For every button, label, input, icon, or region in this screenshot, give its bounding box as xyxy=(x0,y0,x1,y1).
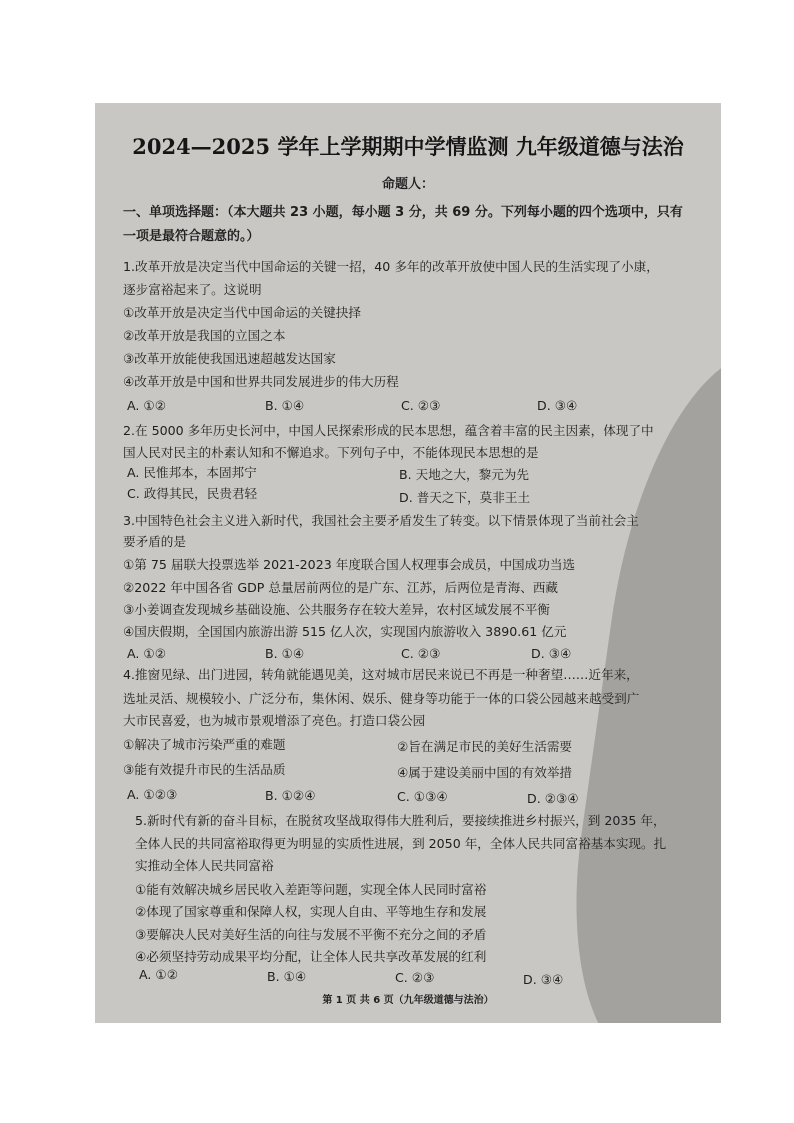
q1-stem-line-2: 逐步富裕起来了。这说明 xyxy=(123,282,262,297)
q3-statement-2: ②2022 年中国各省 GDP 总量居前两位的是广东、江苏，后两位是青海、西藏 xyxy=(123,580,559,595)
q2-stem-line-1: 2.在 5000 多年历史长河中，中国人民探索形成的民本思想，蕴含着丰富的民主因素，体现了中 xyxy=(123,423,654,438)
exam-paper xyxy=(95,103,721,1023)
q5-stem-line-1: 5.新时代有新的奋斗目标，在脱贫攻坚战取得伟大胜利后，要接续推进乡村振兴，到 2035 年， xyxy=(135,813,666,828)
section-title-line-1: 一、单项选择题：（本大题共 23 小题，每小题 3 分，共 69 分。下列每小题的四个选项中，只有 xyxy=(123,205,683,220)
q3-option-d: D. ③④ xyxy=(531,646,572,661)
q4-stem-line-1: 4.推窗见绿、出门进园，转角就能遇见美，这对城市居民来说已不再是一种奢望……近年来， xyxy=(123,667,639,682)
q3-option-b: B. ①④ xyxy=(265,646,305,661)
section-title-line-2: 一项是最符合题意的。） xyxy=(123,229,260,244)
q1-stem-line-1: 1.改革开放是决定当代中国命运的关键一招，40 多年的改革开放使中国人民的生活实现了小康， xyxy=(123,259,659,274)
q3-statement-1: ①第 75 届联大投票选举 2021-2023 年度联合国人权理事会成员，中国成功当选 xyxy=(123,557,576,572)
q4-option-a: A. ①②③ xyxy=(127,787,178,802)
q5-statement-3: ③要解决人民对美好生活的向往与发展不平衡不充分之间的矛盾 xyxy=(135,927,487,942)
q5-option-c: C. ②③ xyxy=(395,970,435,985)
q2-option-c: C. 政得其民，民贵君轻 xyxy=(127,486,258,501)
q4-statement-3: ③能有效提升市民的生活品质 xyxy=(123,762,286,777)
author-label: 命题人： xyxy=(381,177,434,192)
q1-option-b: B. ①④ xyxy=(265,398,305,413)
q3-option-a: A. ①② xyxy=(127,646,166,661)
q1-statement-1: ①改革开放是决定当代中国命运的关键抉择 xyxy=(123,305,361,320)
page-title: 2024—2025 学年上学期期中学情监测 九年级道德与法治 xyxy=(132,134,684,159)
q4-statement-2: ②旨在满足市民的美好生活需要 xyxy=(397,739,573,754)
q4-option-c: C. ①③④ xyxy=(397,789,448,804)
q3-stem-line-2: 要矛盾的是 xyxy=(123,534,186,549)
q1-option-c: C. ②③ xyxy=(401,398,441,413)
q4-option-d: D. ②③④ xyxy=(527,791,579,806)
q4-option-b: B. ①②④ xyxy=(265,788,316,803)
q1-option-a: A. ①② xyxy=(127,398,166,413)
q3-statement-3: ③小姜调查发现城乡基础设施、公共服务存在较大差异，农村区域发展不平衡 xyxy=(123,602,550,617)
q5-statement-4: ④必须坚持劳动成果平均分配，让全体人民共享改革发展的红利 xyxy=(135,949,487,964)
q5-stem-line-2: 全体人民的共同富裕取得更为明显的实质性进展，到 2050 年，全体人民共同富裕基本实现。扎 xyxy=(135,836,667,851)
q4-stem-line-3: 大市民喜爱，也为城市景观增添了亮色。打造口袋公园 xyxy=(123,713,426,728)
q5-statement-1: ①能有效解决城乡居民收入差距等问题，实现全体人民同时富裕 xyxy=(135,882,487,897)
q2-stem-line-2: 国人民对民主的朴素认知和不懈追求。下列句子中，不能体现民本思想的是 xyxy=(123,445,539,460)
q3-option-c: C. ②③ xyxy=(401,646,441,661)
page-footer: 第 1 页 共 6 页（九年级道德与法治） xyxy=(322,995,494,1006)
q2-option-a: A. 民惟邦本，本固邦宁 xyxy=(127,465,257,480)
q3-statement-4: ④国庆假期，全国国内旅游出游 515 亿人次，实现国内旅游收入 3890.61 亿元 xyxy=(123,624,567,639)
q5-stem-line-3: 实推动全体人民共同富裕 xyxy=(135,858,274,873)
q5-option-b: B. ①④ xyxy=(267,969,307,984)
q2-option-d: D. 普天之下，莫非王土 xyxy=(399,490,531,505)
q3-stem-line-1: 3.中国特色社会主义进入新时代，我国社会主要矛盾发生了转变。以下情景体现了当前社会主 xyxy=(123,513,639,528)
q1-statement-3: ③改革开放能使我国迅速超越发达国家 xyxy=(123,351,336,366)
q5-statement-2: ②体现了国家尊重和保障人权，实现人自由、平等地生存和发展 xyxy=(135,904,487,919)
q1-option-d: D. ③④ xyxy=(537,398,578,413)
q4-statement-1: ①解决了城市污染严重的难题 xyxy=(123,737,286,752)
q5-option-d: D. ③④ xyxy=(523,972,564,987)
q4-stem-line-2: 选址灵活、规模较小、广泛分布，集休闲、娱乐、健身等功能于一体的口袋公园越来越受到广 xyxy=(123,691,640,706)
q2-option-b: B. 天地之大，黎元为先 xyxy=(399,467,529,482)
q4-statement-4: ④属于建设美丽中国的有效举措 xyxy=(397,765,573,780)
q1-statement-2: ②改革开放是我国的立国之本 xyxy=(123,328,286,343)
q5-option-a: A. ①② xyxy=(139,967,178,982)
q1-statement-4: ④改革开放是中国和世界共同发展进步的伟大历程 xyxy=(123,374,399,389)
